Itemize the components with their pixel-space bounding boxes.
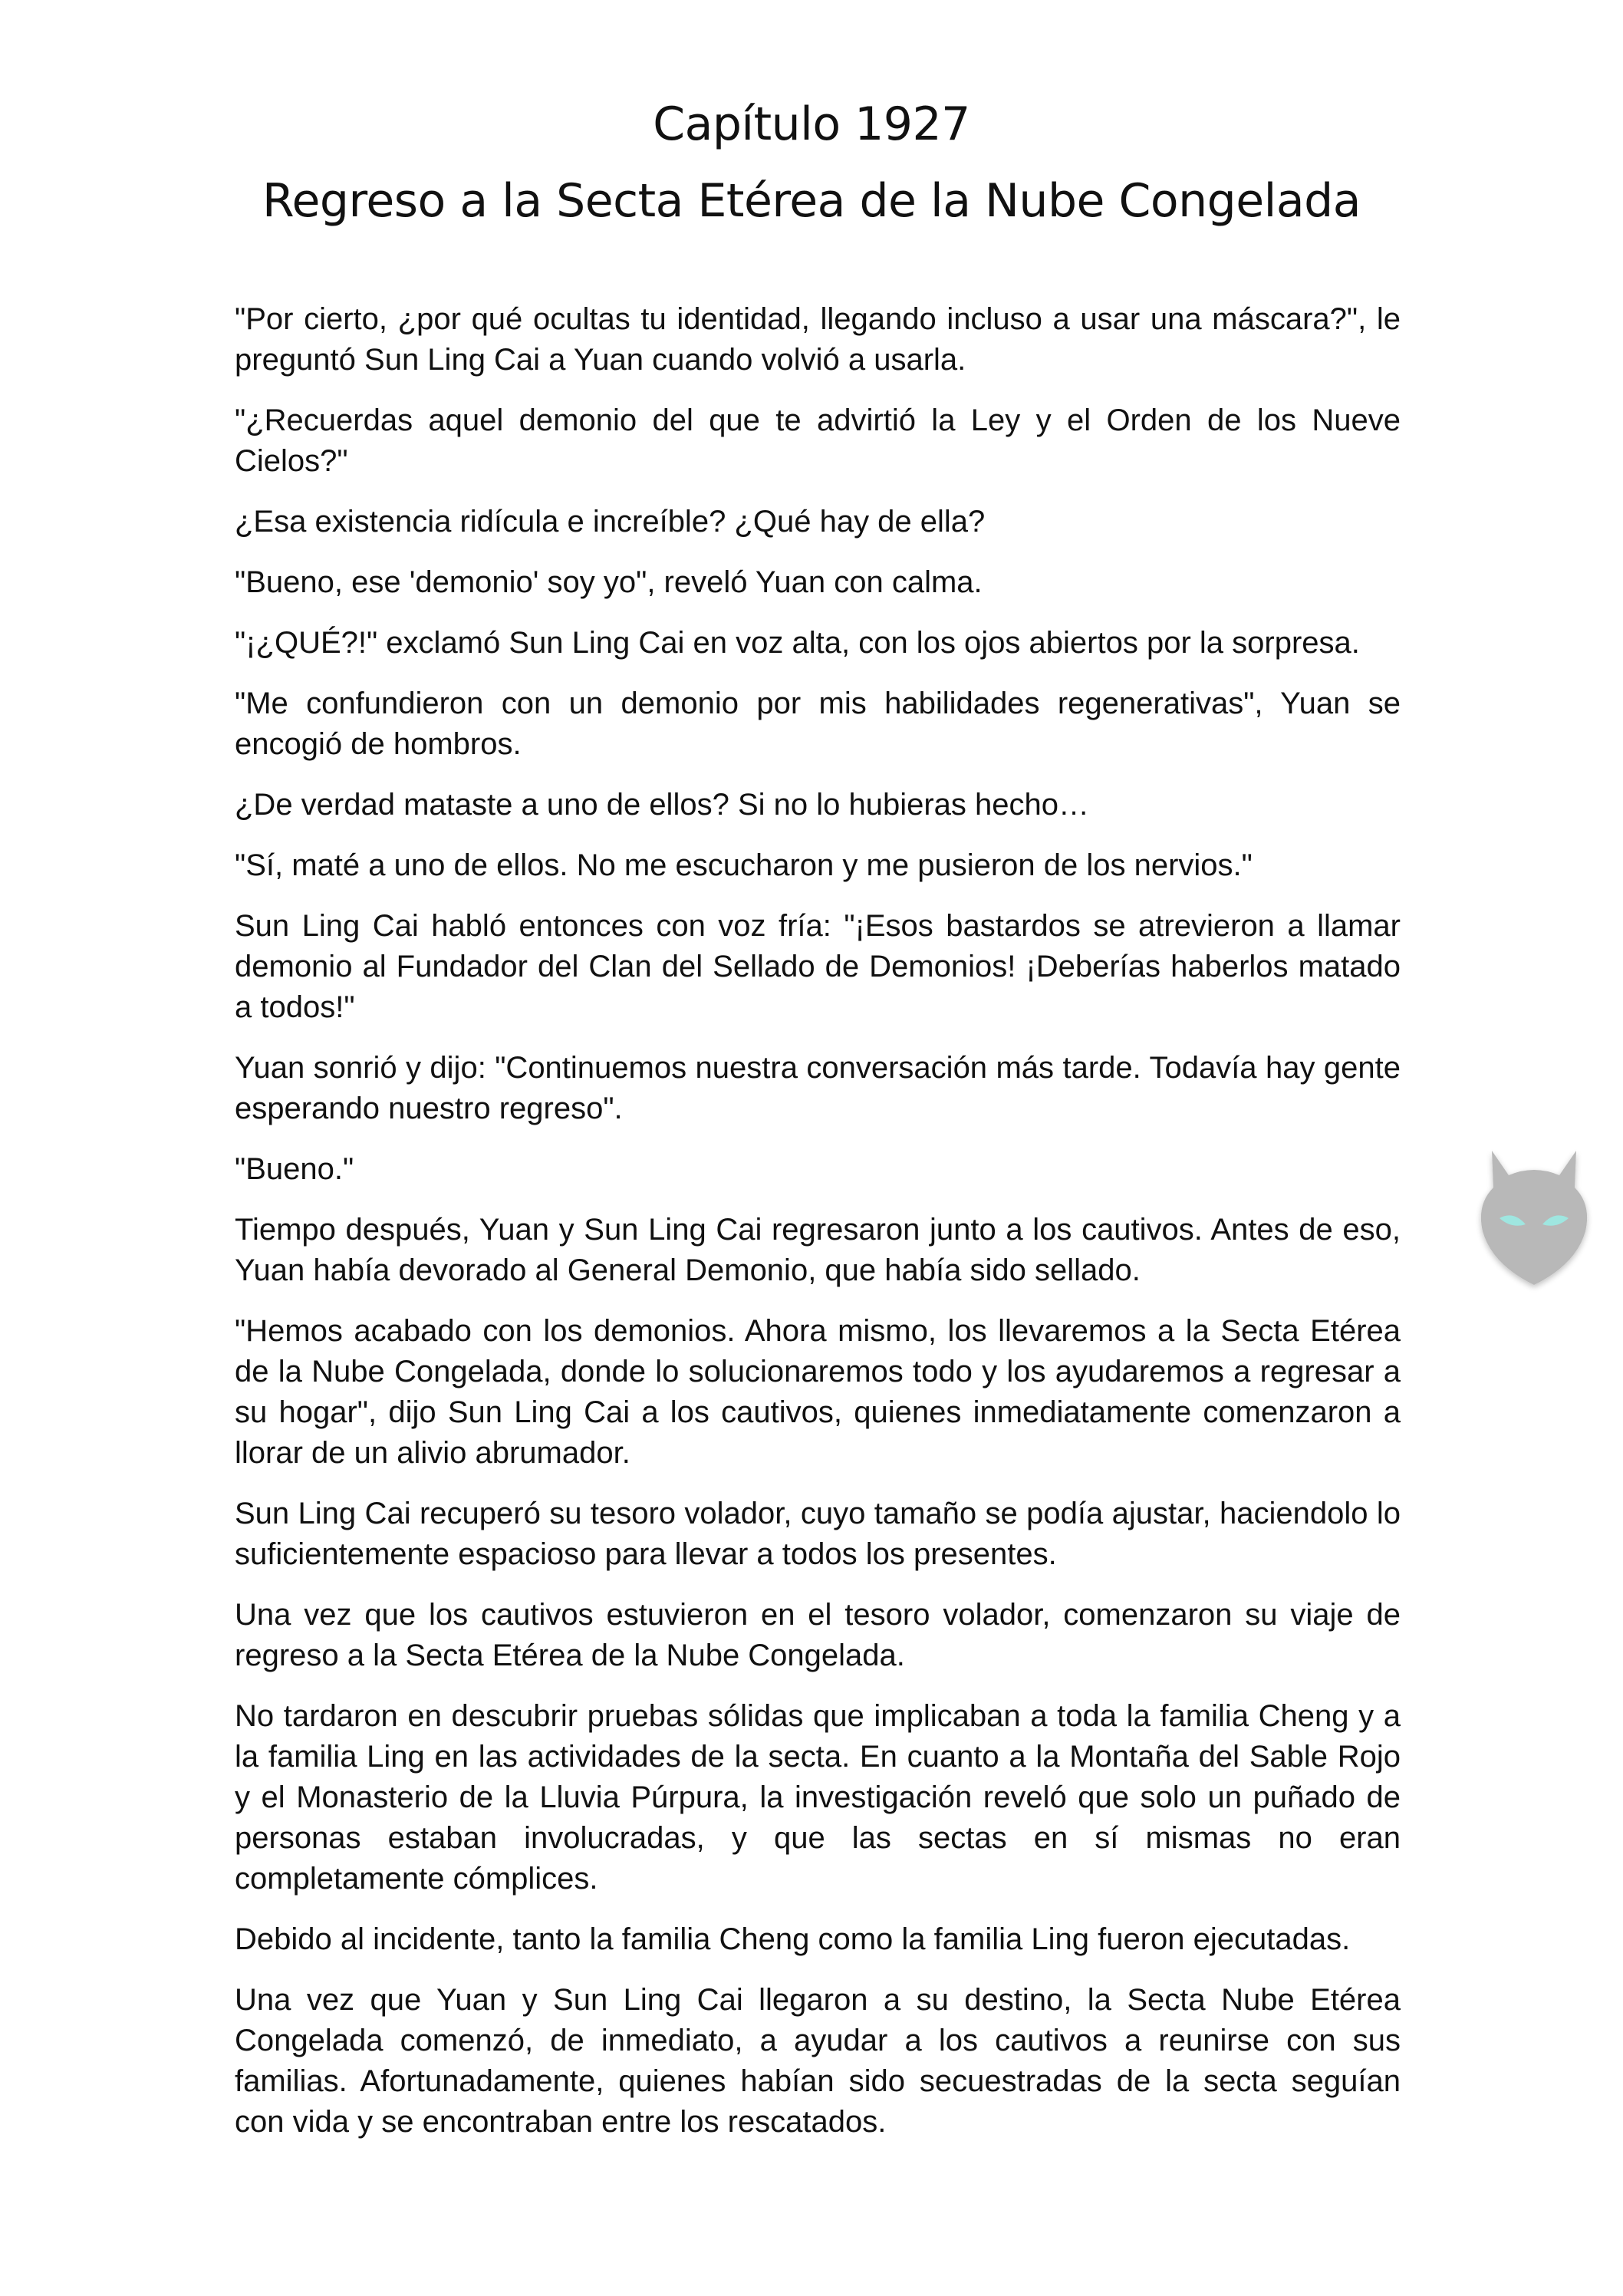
paragraph: Yuan sonrió y dijo: "Continuemos nuestra conversación más tarde. Todavía hay gente esperando nuestro regreso". [235,1051,1401,1125]
paragraph: "Me confundieron con un demonio por mis habilidades regenerativas", Yuan se encogió de hombros. [235,687,1401,761]
paragraph: Sun Ling Cai habló entonces con voz fría: "¡Esos bastardos se atrevieron a llamar demonio al Fundador del Clan del Sellado de Demonios! ¡Deberías haberlos matado a todos!" [235,909,1401,1024]
paragraph: No tardaron en descubrir pruebas sólidas que implicaban a toda la familia Cheng y a la familia Ling en las actividades de la secta. En cuanto a la Montaña del Sable Rojo y el Monasterio de la Lluvia Púrpura, la investigación reveló que solo un puñado de personas estaban involucradas, y que las sectas en sí mismas no eran completamente cómplices. [235,1699,1401,1896]
paragraph: ¿De verdad mataste a uno de ellos? Si no lo hubieras hecho… [235,788,1090,822]
demon-head-icon [1461,1128,1607,1296]
paragraph: "¿Recuerdas aquel demonio del que te advirtió la Ley y el Orden de los Nueve Cielos?" [235,404,1401,478]
chapter-number-title: Capítulo 1927 [653,97,970,151]
paragraph: Una vez que los cautivos estuvieron en el tesoro volador, comenzaron su viaje de regreso a la Secta Etérea de la Nube Congelada. [235,1598,1401,1672]
paragraph: "Bueno, ese 'demonio' soy yo", reveló Yuan con calma. [235,565,983,599]
paragraph: Tiempo después, Yuan y Sun Ling Cai regresaron junto a los cautivos. Antes de eso, Yuan había devorado al General Demonio, que había sido sellado. [235,1213,1401,1287]
chapter-heading [0,86,1623,239]
paragraph: "Por cierto, ¿por qué ocultas tu identidad, llegando incluso a usar una máscara?", le preguntó Sun Ling Cai a Yuan cuando volvió a usarla. [235,302,1401,377]
paragraph: "Bueno." [235,1152,354,1186]
paragraph: "Hemos acabado con los demonios. Ahora mismo, los llevaremos a la Secta Etérea de la Nube Congelada, donde lo solucionaremos todo y los ayudaremos a regresar a su hogar", dijo Sun Ling Cai a los cautivos, quienes inmediatamente comenzaron a llorar de un alivio abrumador. [235,1314,1401,1470]
paragraph: Debido al incidente, tanto la familia Cheng como la familia Ling fueron ejecutadas. [235,1922,1351,1956]
chapter-name-title: Regreso a la Secta Etérea de la Nube Congelada [262,174,1361,228]
paragraph: "¡¿QUÉ?!" exclamó Sun Ling Cai en voz alta, con los ojos abiertos por la sorpresa. [235,626,1360,660]
paragraph: Sun Ling Cai recuperó su tesoro volador, cuyo tamaño se podía ajustar, haciendolo lo suficientemente espacioso para llevar a todos los presentes. [235,1497,1401,1571]
paragraph: "Sí, maté a uno de ellos. No me escucharon y me pusieron de los nervios." [235,848,1253,882]
paragraph: Una vez que Yuan y Sun Ling Cai llegaron a su destino, la Secta Nube Etérea Congelada comenzó, de inmediato, a ayudar a los cautivos a reunirse con sus familias. Afortunadamente, quienes habían sido secuestradas de la secta seguían con vida y se encontraban entre los rescatados. [235,1983,1401,2139]
chapter-body [235,299,1401,2163]
paragraph: ¿Esa existencia ridícula e increíble? ¿Qué hay de ella? [235,505,986,539]
